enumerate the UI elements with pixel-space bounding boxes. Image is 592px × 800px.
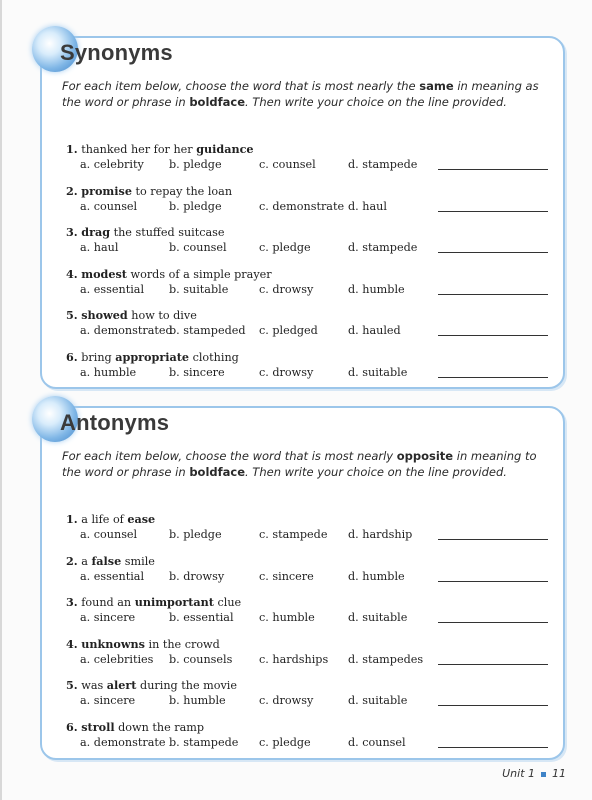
item-list xyxy=(66,511,556,760)
answer-choice: c. counsel xyxy=(259,158,316,171)
answer-choices xyxy=(66,323,556,339)
answer-line[interactable] xyxy=(438,169,548,170)
answer-line[interactable] xyxy=(438,294,548,295)
stem-post: smile xyxy=(121,554,155,568)
answer-choice: d. suitable xyxy=(348,611,408,624)
stem-post: how to dive xyxy=(127,309,197,322)
question-item xyxy=(66,511,556,553)
question-item xyxy=(66,183,556,225)
section-title: Synonyms xyxy=(60,40,173,65)
question-stem xyxy=(66,141,556,157)
question-number: 3. xyxy=(66,595,78,609)
answer-choice: c. pledge xyxy=(259,735,311,749)
answer-choice: d. suitable xyxy=(348,365,408,379)
question-number: 1. xyxy=(66,142,78,156)
answer-choice: a. essential xyxy=(80,282,145,296)
unit-label: Unit 1 xyxy=(502,767,535,780)
answer-choices xyxy=(66,365,556,381)
question-item xyxy=(66,594,556,636)
question-item xyxy=(66,224,556,266)
answer-choice: b. stampeded xyxy=(169,324,246,337)
question-item xyxy=(66,553,556,595)
boldface-word: ease xyxy=(127,512,156,526)
answer-choice: a. demonstrated xyxy=(80,324,173,337)
question-item xyxy=(66,349,556,391)
answer-choice: c. drowsy xyxy=(259,694,314,707)
answer-choice: b. essential xyxy=(169,611,234,624)
answer-line[interactable] xyxy=(438,664,548,665)
answer-choice: d. stampedes xyxy=(348,652,424,666)
question-stem xyxy=(66,349,556,365)
stem-pre: a xyxy=(81,554,92,568)
stem-post: to repay the loan xyxy=(131,184,233,198)
answer-choice: a. essential xyxy=(80,569,145,583)
answer-choice: c. drowsy xyxy=(259,282,314,296)
answer-choice: c. drowsy xyxy=(259,365,314,379)
question-stem xyxy=(66,307,556,323)
question-item xyxy=(66,266,556,308)
answer-choices xyxy=(66,240,556,256)
boldface-word: alert xyxy=(106,678,137,692)
answer-choices xyxy=(66,610,556,626)
boldface-word: drag xyxy=(81,225,111,239)
answer-choice: d. humble xyxy=(348,569,405,583)
answer-choice: a. sincere xyxy=(80,611,136,624)
stem-post: down the ramp xyxy=(114,720,205,734)
question-number: 5. xyxy=(66,308,78,322)
stem-pre: bring xyxy=(81,350,116,364)
question-number: 4. xyxy=(66,636,78,651)
answer-choices xyxy=(66,199,556,215)
question-item xyxy=(66,141,556,183)
answer-choice: b. counsel xyxy=(169,241,227,254)
answer-choices xyxy=(66,282,556,298)
answer-line[interactable] xyxy=(438,211,548,212)
answer-line[interactable] xyxy=(438,705,548,706)
page-number: 11 xyxy=(552,767,566,780)
stem-post: in the crowd xyxy=(144,637,220,651)
answer-choice: d. hauled xyxy=(348,324,401,337)
question-stem xyxy=(66,224,556,240)
boldface-word: false xyxy=(91,553,122,568)
answer-choice: d. haul xyxy=(348,199,387,213)
answer-line[interactable] xyxy=(438,252,548,253)
antonyms-section xyxy=(40,406,565,760)
answer-choices xyxy=(66,527,556,543)
question-number: 6. xyxy=(66,719,78,734)
answer-choice: c. pledge xyxy=(259,241,311,254)
question-stem xyxy=(66,183,556,199)
answer-choice: d. counsel xyxy=(348,735,406,749)
question-number: 2. xyxy=(66,553,78,568)
answer-choice: a. demonstrate xyxy=(80,735,166,749)
question-stem xyxy=(66,636,556,652)
boldface-word: unknowns xyxy=(81,636,145,651)
synonyms-section xyxy=(40,36,565,389)
answer-line[interactable] xyxy=(438,622,548,623)
question-stem xyxy=(66,553,556,569)
answer-choice: b. counsels xyxy=(169,652,233,666)
boldface-word: stroll xyxy=(81,719,115,734)
question-item xyxy=(66,636,556,678)
square-bullet-icon xyxy=(541,772,546,777)
question-item xyxy=(66,719,556,761)
answer-choice: c. hardships xyxy=(259,652,329,666)
answer-choice: b. humble xyxy=(169,694,226,707)
answer-choice: a. celebrities xyxy=(80,652,154,666)
stem-pre: thanked her for her xyxy=(81,143,197,156)
boldface-word: unimportant xyxy=(134,595,214,609)
question-stem xyxy=(66,594,556,610)
answer-choice: c. demonstrate xyxy=(259,199,345,213)
answer-choice: b. stampede xyxy=(169,735,239,749)
stem-post: the stuffed suitcase xyxy=(110,226,225,239)
answer-choice: d. hardship xyxy=(348,528,413,541)
question-item xyxy=(66,677,556,719)
answer-choice: c. pledged xyxy=(259,324,318,337)
stem-post: clothing xyxy=(189,350,239,364)
question-stem xyxy=(66,511,556,527)
answer-choices xyxy=(66,652,556,668)
stem-pre: a life of xyxy=(81,513,128,526)
stem-pre: was xyxy=(81,679,107,692)
question-number: 2. xyxy=(66,183,78,198)
stem-post: clue xyxy=(213,596,242,609)
boldface-word: showed xyxy=(81,308,128,322)
answer-line[interactable] xyxy=(438,747,548,748)
answer-choice: d. stampede xyxy=(348,241,418,254)
answer-line[interactable] xyxy=(438,377,548,378)
answer-choice: a. celebrity xyxy=(80,158,144,171)
answer-choices xyxy=(66,693,556,709)
answer-line[interactable] xyxy=(438,539,548,540)
answer-choice: d. suitable xyxy=(348,694,408,707)
answer-choice: b. pledge xyxy=(169,158,222,171)
answer-choice: c. sincere xyxy=(259,569,314,583)
question-stem xyxy=(66,677,556,693)
answer-choice: d. humble xyxy=(348,282,405,296)
boldface-word: modest xyxy=(81,266,127,281)
question-number: 3. xyxy=(66,225,78,239)
answer-choice: a. sincere xyxy=(80,694,136,707)
section-title: Antonyms xyxy=(60,410,170,435)
answer-choice: c. stampede xyxy=(259,528,328,541)
answer-choice: a. counsel xyxy=(80,199,138,213)
answer-choices xyxy=(66,157,556,173)
answer-choice: a. haul xyxy=(80,241,119,254)
question-item xyxy=(66,307,556,349)
instructions: For each item below, choose the word that is most nearly the same in meaning as the word or phrase in boldface. Then write your choice on the line provided. xyxy=(62,79,539,109)
question-number: 1. xyxy=(66,512,78,526)
stem-pre: found an xyxy=(81,596,135,609)
stem-post: words of a simple prayer xyxy=(126,267,272,281)
answer-choice: b. suitable xyxy=(169,282,229,296)
boldface-word: guidance xyxy=(196,142,254,156)
boldface-word: appropriate xyxy=(115,349,190,364)
answer-choice: b. pledge xyxy=(169,199,222,213)
answer-choices xyxy=(66,569,556,585)
answer-choice: a. humble xyxy=(80,365,137,379)
instructions: For each item below, choose the word that is most nearly opposite in meaning to the word or phrase in boldface. Then write your choice on the line provided. xyxy=(62,449,537,479)
question-number: 5. xyxy=(66,678,78,692)
answer-choices xyxy=(66,735,556,751)
answer-choice: b. drowsy xyxy=(169,569,225,583)
answer-choice: b. sincere xyxy=(169,365,225,379)
boldface-word: promise xyxy=(81,183,132,198)
stem-post: during the movie xyxy=(136,679,237,692)
question-stem xyxy=(66,719,556,735)
answer-line[interactable] xyxy=(438,581,548,582)
answer-choice: b. pledge xyxy=(169,528,222,541)
page-footer xyxy=(502,767,566,780)
answer-choice: d. stampede xyxy=(348,158,418,171)
question-number: 6. xyxy=(66,349,78,364)
answer-choice: c. humble xyxy=(259,611,315,624)
answer-line[interactable] xyxy=(438,335,548,336)
question-number: 4. xyxy=(66,266,78,281)
item-list xyxy=(66,141,556,390)
question-stem xyxy=(66,266,556,282)
answer-choice: a. counsel xyxy=(80,528,138,541)
